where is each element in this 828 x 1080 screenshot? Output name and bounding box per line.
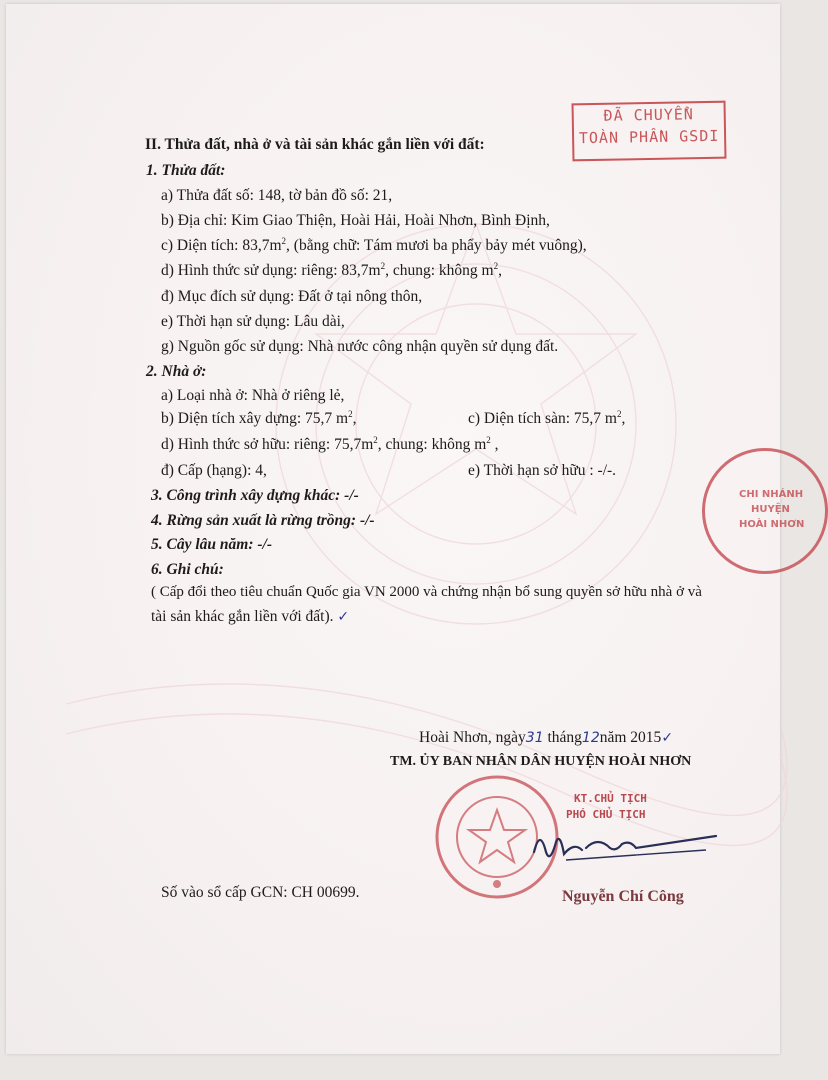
sup-2: 2 xyxy=(493,260,499,271)
house-type: a) Loại nhà ở: Nhà ở riêng lẻ, xyxy=(161,387,345,404)
house-ownership-private: d) Hình thức sở hữu: riêng: 75,7m xyxy=(161,436,374,453)
section-title: II. Thửa đất, nhà ở và tài sản khác gắn liền với đất: xyxy=(145,136,485,153)
issue-month-label: tháng xyxy=(547,729,582,746)
house-ownership-shared: , chung: không m xyxy=(377,436,487,453)
branch-stamp-line3: HOÀI NHƠN xyxy=(739,519,805,530)
signature xyxy=(526,822,726,872)
house-build-area-end: , xyxy=(352,410,357,427)
signer-name: Nguyễn Chí Công xyxy=(562,888,684,905)
house-heading: 2. Nhà ở: xyxy=(146,363,207,380)
land-area-words: , (bằng chữ: Tám mươi ba phẩy bảy mét vuông), xyxy=(286,237,587,254)
notes-line-2-text: tài sản khác gắn liền với đất). xyxy=(151,608,334,625)
transfer-stamp-line1: ĐÃ CHUYỂN xyxy=(603,105,695,125)
notes-line-2 xyxy=(151,608,349,626)
house-floor-area-end: , xyxy=(621,410,626,427)
date-mark: ✓ xyxy=(661,730,674,746)
branch-stamp xyxy=(702,448,828,574)
other-works: 3. Công trình xây dựng khác: -/- xyxy=(151,487,359,504)
land-area xyxy=(161,237,587,255)
issuing-authority: TM. ỦY BAN NHÂN DÂN HUYỆN HOÀI NHƠN xyxy=(390,754,692,769)
branch-stamp-line1: CHI NHÁNH xyxy=(739,489,804,500)
issue-year: năm 2015 xyxy=(599,729,662,746)
land-term: e) Thời hạn sử dụng: Lâu dài, xyxy=(161,313,345,330)
issue-month: 12 xyxy=(581,730,600,746)
house-ownership-term: e) Thời hạn sở hữu : -/-. xyxy=(468,462,617,479)
initial-mark: ✓ xyxy=(337,609,350,625)
house-grade: đ) Cấp (hạng): 4, xyxy=(161,462,267,479)
land-use-shared: , chung: không m xyxy=(385,262,494,279)
registry-number: Số vào sổ cấp GCN: CH 00699. xyxy=(161,884,360,901)
house-ownership xyxy=(161,436,499,454)
land-use-form xyxy=(161,262,502,280)
certificate-page xyxy=(6,4,805,1054)
land-purpose: đ) Mục đích sử dụng: Đất ở tại nông thôn, xyxy=(161,288,423,305)
sup-2: 2 xyxy=(348,408,353,419)
issue-place: Hoài Nhơn, ngày xyxy=(419,729,526,746)
sup-2: 2 xyxy=(616,408,622,419)
sup-2: 2 xyxy=(373,434,378,445)
land-address: b) Địa chỉ: Kim Giao Thiện, Hoài Hải, Hoài Nhơn, Bình Định, xyxy=(161,212,550,229)
land-heading: 1. Thửa đất: xyxy=(146,162,226,179)
land-use-private: d) Hình thức sử dụng: riêng: 83,7m xyxy=(161,262,381,279)
signer-title-2: PHÓ CHỦ TỊCH xyxy=(566,808,646,821)
transfer-stamp-line2: TOÀN PHẦN GSDI xyxy=(578,126,720,148)
house-build-area-text: b) Diện tích xây dựng: 75,7 m xyxy=(161,410,349,427)
sup-2: 2 xyxy=(380,260,386,271)
sup-2: 2 xyxy=(486,434,491,445)
perennial-trees: 5. Cây lâu năm: -/- xyxy=(151,536,272,553)
issue-date xyxy=(419,729,673,747)
production-forest: 4. Rừng sản xuất là rừng trồng: -/- xyxy=(151,512,375,529)
land-parcel-number: a) Thửa đất số: 148, tờ bản đồ số: 21, xyxy=(161,187,393,204)
issue-day: 31 xyxy=(525,730,544,746)
house-floor-area xyxy=(468,410,625,428)
transfer-stamp xyxy=(572,101,727,162)
land-use-end: , xyxy=(498,262,502,279)
branch-stamp-text xyxy=(739,487,804,532)
house-ownership-end: , xyxy=(490,436,499,453)
signer-title-1: KT.CHỦ TỊCH xyxy=(574,792,647,805)
sup-2: 2 xyxy=(281,235,287,246)
notes-line-1: ( Cấp đổi theo tiêu chuẩn Quốc gia VN 2000 và chứng nhận bổ sung quyền sở hữu nhà ở và xyxy=(151,584,702,600)
branch-stamp-line2: HUYỆN xyxy=(751,504,790,515)
land-area-text: c) Diện tích: 83,7m xyxy=(161,237,282,254)
house-build-area xyxy=(161,410,356,428)
land-origin: g) Nguồn gốc sử dụng: Nhà nước công nhận quyền sử dụng đất. xyxy=(161,338,559,355)
notes-heading: 6. Ghi chú: xyxy=(151,561,224,578)
house-floor-area-text: c) Diện tích sàn: 75,7 m xyxy=(468,410,617,427)
